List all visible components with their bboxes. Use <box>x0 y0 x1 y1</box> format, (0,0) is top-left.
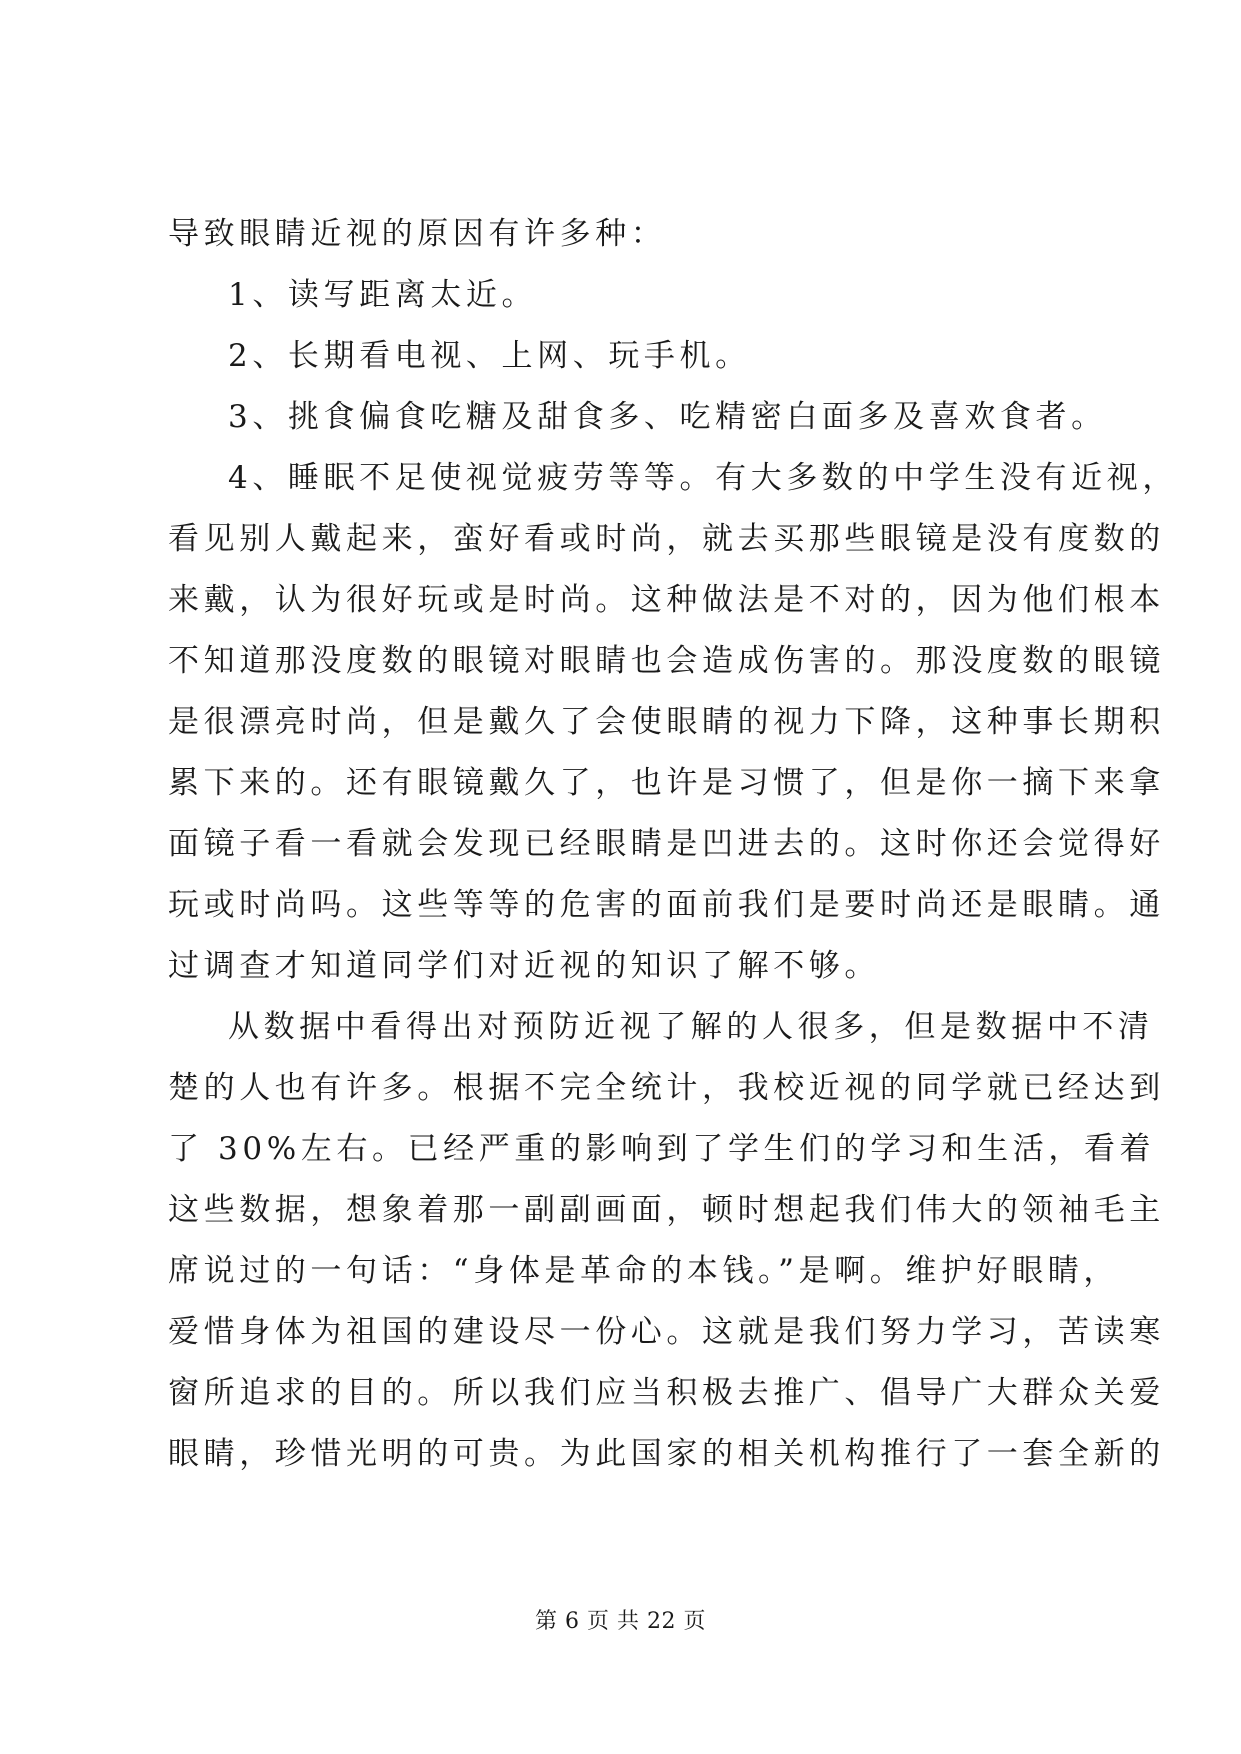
text-line: 眼睛，珍惜光明的可贵。为此国家的相关机构推行了一套全新的 <box>168 1436 1165 1472</box>
list-item-1: 1、读写距离太近。 <box>228 277 538 313</box>
text-line: 是很漂亮时尚，但是戴久了会使眼睛的视力下降，这种事长期积 <box>168 704 1165 740</box>
text-line: 玩或时尚吗。这些等等的危害的面前我们是要时尚还是眼睛。通 <box>168 887 1165 923</box>
text-line: 爱惜身体为祖国的建设尽一份心。这就是我们努力学习，苦读寒 <box>168 1314 1165 1350</box>
text-line: 过调查才知道同学们对近视的知识了解不够。 <box>168 948 880 984</box>
text-line: 窗所追求的目的。所以我们应当积极去推广、倡导广大群众关爱 <box>168 1375 1165 1411</box>
list-item-2: 2、长期看电视、上网、玩手机。 <box>228 338 751 374</box>
text-line: 了 30%左右。已经严重的影响到了学生们的学习和生活，看着 <box>168 1131 1156 1167</box>
text-line: 楚的人也有许多。根据不完全统计，我校近视的同学就已经达到 <box>168 1070 1165 1106</box>
text-line: 看见别人戴起来，蛮好看或时尚，就去买那些眼镜是没有度数的 <box>168 521 1165 557</box>
list-item-3: 3、挑食偏食吃糖及甜食多、吃精密白面多及喜欢食者。 <box>228 399 1107 435</box>
page-number-footer: 第 6 页 共 22 页 <box>535 1609 706 1634</box>
text-line: 不知道那没度数的眼镜对眼睛也会造成伤害的。那没度数的眼镜 <box>168 643 1165 679</box>
text-line: 累下来的。还有眼镜戴久了，也许是习惯了，但是你一摘下来拿 <box>168 765 1165 801</box>
list-item-4: 4、睡眠不足使视觉疲劳等等。有大多数的中学生没有近视， <box>228 460 1178 496</box>
paragraph-start: 从数据中看得出对预防近视了解的人很多，但是数据中不清 <box>228 1009 1154 1045</box>
text-line: 面镜子看一看就会发现已经眼睛是凹进去的。这时你还会觉得好 <box>168 826 1165 862</box>
text-line: 席说过的一句话：“身体是革命的本钱。”是啊。维护好眼睛， <box>168 1253 1119 1289</box>
text-line: 来戴，认为很好玩或是时尚。这种做法是不对的，因为他们根本 <box>168 582 1165 618</box>
text-line: 这些数据，想象着那一副副画面，顿时想起我们伟大的领袖毛主 <box>168 1192 1165 1228</box>
text-line-intro: 导致眼睛近视的原因有许多种： <box>168 216 667 252</box>
